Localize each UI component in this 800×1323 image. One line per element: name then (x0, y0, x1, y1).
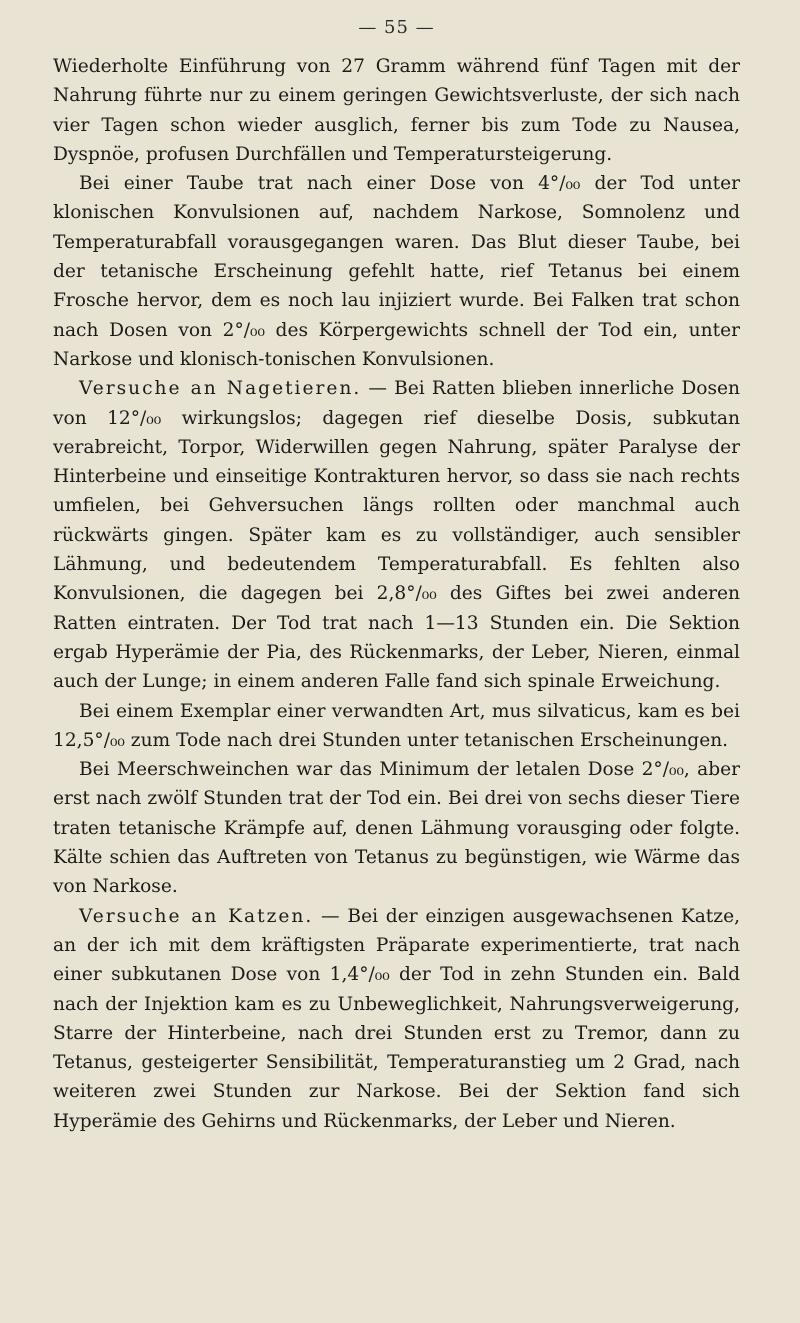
paragraph (53, 169, 740, 374)
paragraph-text: Bei Meerschweinchen war das Minimum der letalen Dose 2°/₀₀, aber erst nach zwölf Stunden trat der Tod ein. Bei drei von sechs dieser Tiere traten tetanische Krämpfe auf, denen Lähmung vorausging oder folgte. Kälte schien das Auftreten von Tetanus zu begünstigen, wie Wärme das von Narkose. (53, 759, 740, 898)
paragraph (53, 755, 740, 901)
page-number: — 55 — (358, 17, 435, 38)
section-heading: Versuche an Katzen. (79, 905, 314, 927)
paragraph-text: Wiederholte Einführung von 27 Gramm während fünf Tagen mit der Nahrung führte nur zu einem geringen Gewichtsverluste, der sich nach vier Tagen schon wieder ausglich, ferner bis zum Tode zu Nausea, Dyspnöe, profusen Durchfällen und Temperatursteigerung. (53, 56, 740, 165)
paragraph-text: Bei einer Taube trat nach einer Dose von 4°/₀₀ der Tod unter klonischen Konvulsionen auf, nachdem Narkose, Somnolenz und Temperaturabfall vorausgegangen waren. Das Blut dieser Taube, bei der tetanische Erscheinung gefehlt hatte, rief Tetanus bei einem Frosche hervor, dem es noch lau injiziert wurde. Bei Falken trat schon nach Dosen von 2°/₀₀ des Körpergewichts schnell der Tod ein, unter Narkose und klonisch-tonischen Konvulsionen. (53, 173, 740, 370)
paragraph-text: — Bei Ratten blieben innerliche Dosen von 12°/₀₀ wirkungslos; dagegen rief dieselbe Dosis, subkutan verabreicht, Torpor, Widerwillen gegen Nahrung, später Paralyse der Hinterbeine und einseitige Kontrakturen hervor, so dass sie nach rechts umfielen, bei Gehversuchen längs rollten oder manchmal auch rückwärts gingen. Später kam es zu vollständiger, auch sensibler Lähmung, und bedeutendem Temperaturabfall. Es fehlten also Konvulsionen, die dagegen bei 2,8°/₀₀ des Giftes bei zwei anderen Ratten eintraten. Der Tod trat nach 1—13 Stunden ein. Die Sektion ergab Hyperämie der Pia, des Rückenmarks, der Leber, Nieren, einmal auch der Lunge; in einem anderen Falle fand sich spinale Erweichung. (53, 378, 740, 693)
paragraph (53, 697, 740, 756)
body-text (53, 52, 740, 1136)
paragraph (53, 902, 740, 1136)
paragraph-text: — Bei der einzigen ausgewachsenen Katze, an der ich mit dem kräftigsten Präparate experimentierte, trat nach einer subkutanen Dose von 1,4°/₀₀ der Tod in zehn Stunden ein. Bald nach der Injektion kam es zu Unbeweglichkeit, Nahrungsverweigerung, Starre der Hinterbeine, nach drei Stunden erst zu Tremor, dann zu Tetanus, gesteigerter Sensibilität, Temperaturanstieg um 2 Grad, nach weiteren zwei Stunden zur Narkose. Bei der Sektion fand sich Hyperämie des Gehirns und Rückenmarks, der Leber und Nieren. (53, 905, 740, 1132)
paragraph (53, 374, 740, 696)
paragraph (53, 52, 740, 169)
paragraph-text: Bei einem Exemplar einer verwandten Art, mus silvaticus, kam es bei 12,5°/₀₀ zum Tode nach drei Stunden unter tetanischen Erscheinungen. (53, 700, 740, 751)
section-heading: Versuche an Nagetieren. (79, 378, 362, 400)
